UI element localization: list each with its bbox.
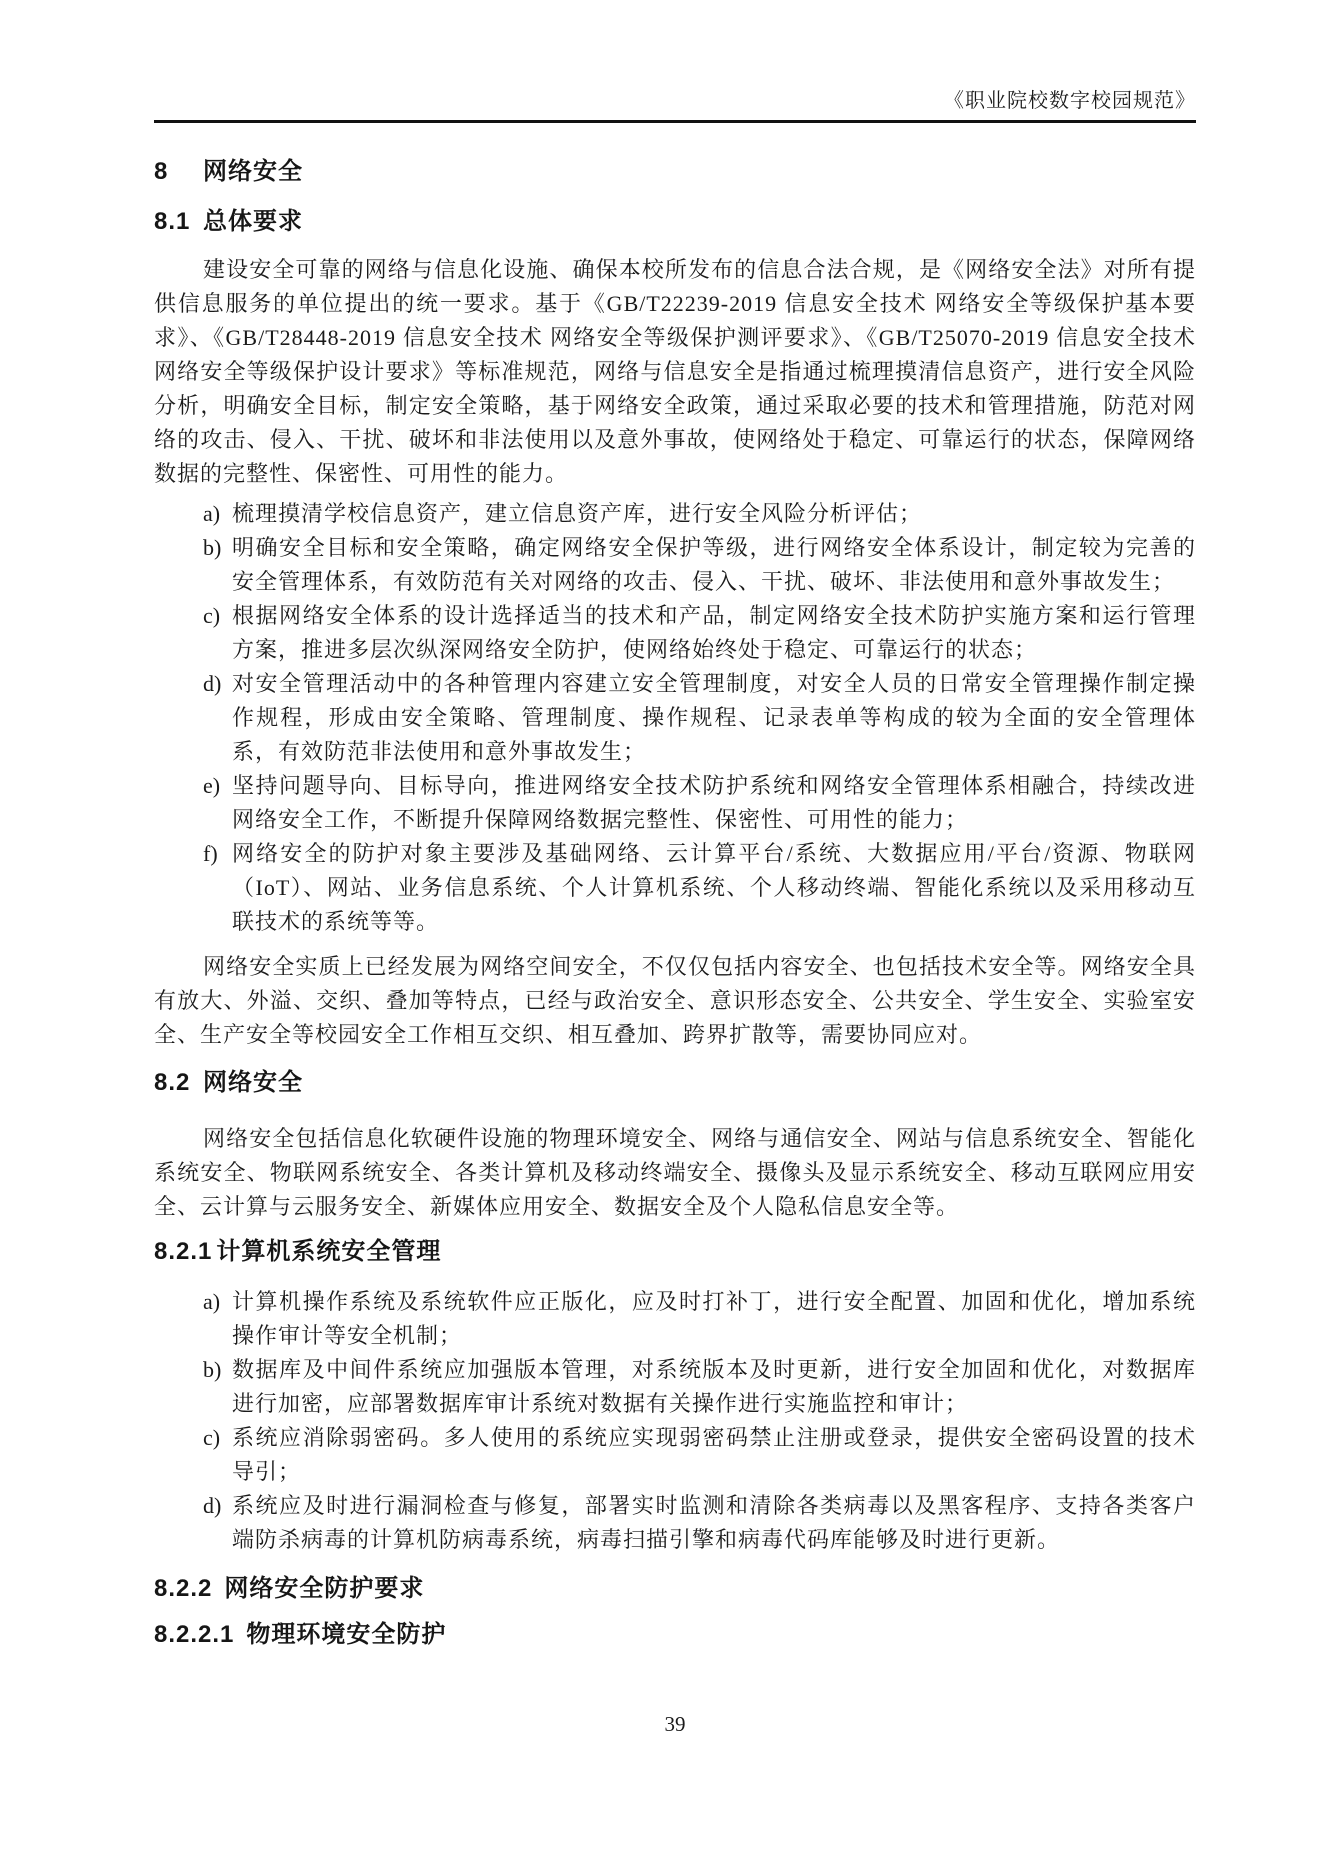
section-heading-8-2 (154, 1068, 1196, 1098)
list-item-label: f) (203, 841, 218, 866)
page-number: 39 (664, 1712, 686, 1736)
list-item-text: 系统应及时进行漏洞检查与修复，部署实时监测和清除各类病毒以及黑客程序、支持各类客户端防杀病毒的计算机防病毒系统，病毒扫描引擎和病毒代码库能够及时进行更新。 (232, 1493, 1196, 1552)
section-heading-8-2-1 (154, 1237, 1196, 1267)
heading-title: 网络安全 (203, 1069, 303, 1096)
lettered-list-8-1 (154, 497, 1196, 939)
list-item (154, 1421, 1196, 1489)
list-item (154, 769, 1196, 837)
list-item-label: c) (203, 1425, 221, 1450)
list-item-text: 网络安全的防护对象主要涉及基础网络、云计算平台/系统、大数据应用/平台/资源、物联网（IoT）、网站、业务信息系统、个人计算机系统、个人移动终端、智能化系统以及采用移动互联技术的系统等等。 (232, 841, 1196, 934)
paragraph-cyberspace-security: 网络安全实质上已经发展为网络空间安全，不仅仅包括内容安全、也包括技术安全等。网络安全具有放大、外溢、交织、叠加等特点，已经与政治安全、意识形态安全、公共安全、学生安全、实验室安全、生产安全等校园安全工作相互交织、相互叠加、跨界扩散等，需要协同应对。 (154, 954, 1196, 1047)
list-item-text: 根据网络安全体系的设计选择适当的技术和产品，制定网络安全技术防护实施方案和运行管理方案，推进多层次纵深网络安全防护，使网络始终处于稳定、可靠运行的状态； (232, 603, 1196, 662)
list-item (154, 531, 1196, 599)
heading-title: 网络安全 (203, 158, 303, 185)
section-heading-8 (154, 157, 1196, 187)
list-item (154, 497, 1196, 531)
list-item-text: 明确安全目标和安全策略，确定网络安全保护等级，进行网络安全体系设计，制定较为完善的安全管理体系，有效防范有关对网络的攻击、侵入、干扰、破坏、非法使用和意外事故发生； (232, 535, 1196, 594)
page-content (154, 157, 1196, 1650)
list-item (154, 837, 1196, 939)
list-item (154, 1489, 1196, 1557)
list-item (154, 1285, 1196, 1353)
list-item (154, 599, 1196, 667)
section-heading-8-1 (154, 207, 1196, 237)
lettered-list-8-2-1 (154, 1285, 1196, 1557)
list-item-label: e) (203, 773, 221, 798)
heading-title: 物理环境安全防护 (246, 1621, 447, 1648)
list-item-text: 系统应消除弱密码。多人使用的系统应实现弱密码禁止注册或登录，提供安全密码设置的技术导引； (232, 1425, 1196, 1484)
heading-number: 8.2.2 (154, 1575, 213, 1602)
running-header (154, 0, 1196, 123)
list-item-text: 计算机操作系统及系统软件应正版化，应及时打补丁，进行安全配置、加固和优化，增加系统操作审计等安全机制； (232, 1289, 1196, 1348)
list-item-label: c) (203, 603, 221, 628)
heading-number: 8.2.1 (154, 1238, 213, 1265)
list-item (154, 1353, 1196, 1421)
section-heading-8-2-2 (154, 1574, 1196, 1604)
heading-title: 网络安全防护要求 (224, 1575, 425, 1602)
heading-number: 8 (154, 158, 169, 185)
list-item-label: b) (203, 535, 222, 560)
doc-title: 《职业院校数字校园规范》 (944, 90, 1196, 112)
list-item (154, 667, 1196, 769)
list-item-text: 坚持问题导向、目标导向，推进网络安全技术防护系统和网络安全管理体系相融合，持续改进网络安全工作，不断提升保障网络数据完整性、保密性、可用性的能力； (232, 773, 1196, 832)
list-item-text: 对安全管理活动中的各种管理内容建立安全管理制度，对安全人员的日常安全管理操作制定操作规程，形成由安全策略、管理制度、操作规程、记录表单等构成的较为全面的安全管理体系，有效防范非法使用和意外事故发生； (232, 671, 1196, 764)
heading-title: 总体要求 (203, 208, 303, 235)
heading-number: 8.1 (154, 208, 191, 235)
list-item-text: 数据库及中间件系统应加强版本管理，对系统版本及时更新，进行安全加固和优化，对数据库进行加密，应部署数据库审计系统对数据有关操作进行实施监控和审计； (232, 1357, 1196, 1416)
list-item-label: d) (203, 671, 222, 696)
section-heading-8-2-2-1 (154, 1620, 1196, 1650)
list-item-label: a) (203, 501, 221, 526)
list-item-label: d) (203, 1493, 222, 1518)
list-item-label: a) (203, 1289, 221, 1314)
page-footer (154, 1712, 1196, 1737)
list-item-text: 梳理摸清学校信息资产，建立信息资产库，进行安全风险分析评估； (232, 501, 923, 526)
paragraph-network-security-scope: 网络安全包括信息化软硬件设施的物理环境安全、网络与通信安全、网站与信息系统安全、智能化系统安全、物联网系统安全、各类计算机及移动终端安全、摄像头及显示系统安全、移动互联网应用安全、云计算与云服务安全、新媒体应用安全、数据安全及个人隐私信息安全等。 (154, 1126, 1196, 1219)
heading-title: 计算机系统安全管理 (216, 1238, 442, 1265)
paragraph-general-requirements: 建设安全可靠的网络与信息化设施、确保本校所发布的信息合法合规，是《网络安全法》对所有提供信息服务的单位提出的统一要求。基于《GB/T22239-2019 信息安全技术 网络安全等级保护基本要求》、《GB/T28448-2019 信息安全技术 网络安全等级保护测评要求》、《GB/T25070-2019 信息安全技术 网络安全等级保护设计要求》等标准规范，网络与信息安全是指通过梳理摸清信息资产，进行安全风险分析，明确安全目标，制定安全策略，基于网络安全政策，通过采取必要的技术和管理措施，防范对网络的攻击、侵入、干扰、破坏和非法使用以及意外事故，使网络处于稳定、可靠运行的状态，保障网络数据的完整性、保密性、可用性的能力。 (154, 257, 1196, 486)
list-item-label: b) (203, 1357, 222, 1382)
heading-number: 8.2 (154, 1069, 191, 1096)
heading-number: 8.2.2.1 (154, 1621, 235, 1648)
